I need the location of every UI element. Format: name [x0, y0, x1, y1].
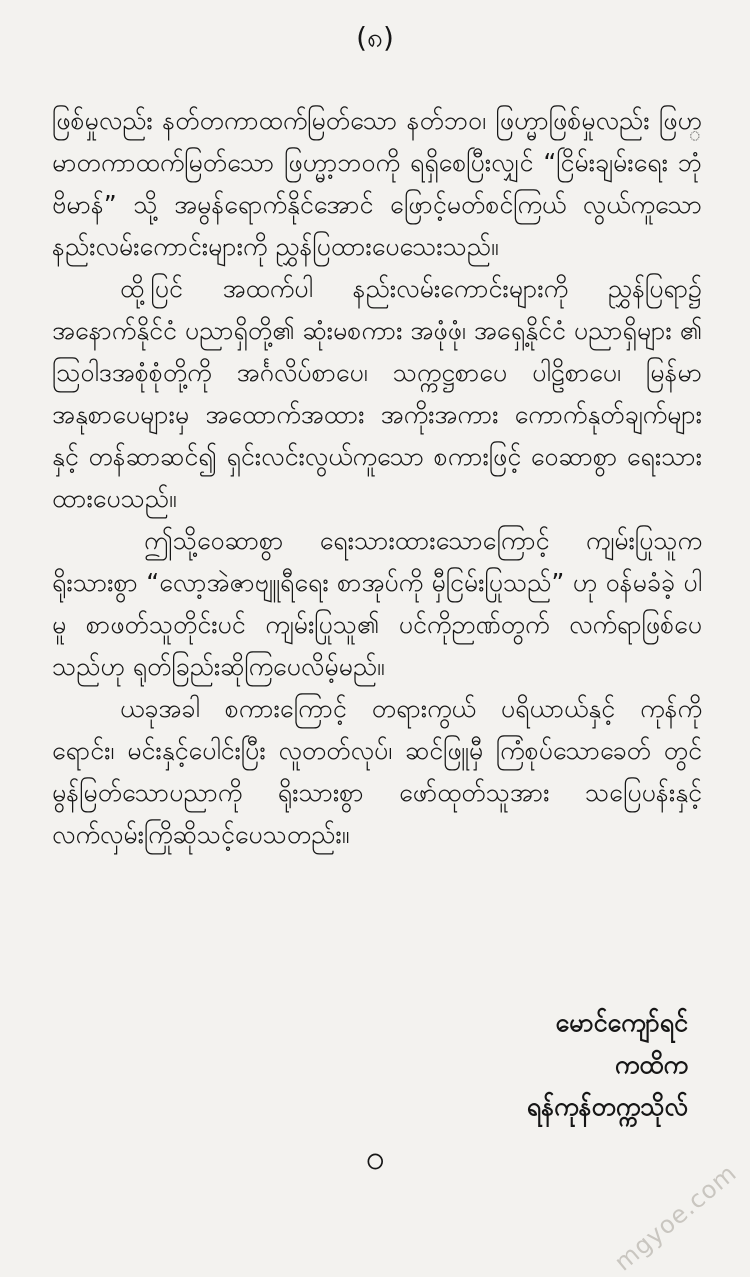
- paragraph-3: ဤသို့ဝေဆာစွာ ရေးသားထားသောကြောင့် ကျမ်းပြုသူက ရိုးသားစွာ “လော့အဲဇာဗျူရီရေး စာအုပ်ကို မှီငြမ်းပြုသည်” ဟု ဝန်မခံခဲ့ ပါမူ စာဖတ်သူတိုင်းပင် ကျမ်းပြုသူ၏ ပင်ကိုဉာဏ်တွက် လက်ရာဖြစ်ပေ သည်ဟု ရုတ်ခြည်းဆိုကြပေလိမ့်မည်။: [52, 526, 702, 681]
- signature-block: [527, 1002, 688, 1128]
- paragraph-4: ယခုအခါ စကားကြောင့် တရားကွယ် ပရိယာယ်နှင့် ကုန်ကို ရောင်း၊ မင်းနှင့်ပေါင်းပြီး လူတတ်လုပ်၊ ဆင်ဖြူမှီ ကြံစုပ်သောခေတ် တွင် မွန်မြတ်သောပညာကို ရိုးသားစွာ ဖော်ထုတ်သူအား သပြေပန်းနှင့် လက်လှမ်းကြိုဆိုသင့်ပေသတည်း။: [52, 694, 702, 849]
- page-number: (၈): [356, 21, 394, 54]
- signature-title: ကထိက: [614, 1050, 688, 1079]
- signature-institution: ရန်ကုန်တက္ကသိုလ်: [526, 1092, 688, 1121]
- folio-number: ၀: [365, 1138, 385, 1178]
- body-text: [52, 100, 702, 856]
- paragraph-1: ဖြစ်မှုလည်း နတ်တကာထက်မြတ်သော နတ်ဘ၀၊ ဖြဟ္မာဖြစ်မှုလည်း ဖြဟ္မာတကာထက်မြတ်သော ဖြဟ္မာ့ဘ၀ကို ရရှိစေပြီးလျှင် “ငြိမ်းချမ်းရေး ဘုံဗိမာန်” သို့ အမွန်ရောက်နိုင်အောင် ဖြောင့်မတ်စင်ကြယ် လွယ်ကူသော နည်းလမ်းကောင်းများကို ညွှန်ပြထားပေသေးသည်။: [52, 106, 702, 261]
- paragraph-2: ထို့ပြင် အထက်ပါ နည်းလမ်းကောင်းများကို ညွှန်ပြရာ၌ အနောက်နိုင်ငံ ပညာရှိတို့၏ ဆုံးမစကား အဖုံဖုံ၊ အရှေ့နိုင်ငံ ပညာရှိများ ၏ သြဝါဒအစုံစုံတို့ကို အင်္ဂလိပ်စာပေ၊ သက္ကဋ္ဌစာပေ ပါဠိစာပေ၊ မြန်မာ အနုစာပေများမှ အထောက်အထား အကိုးအကား ကောက်နုတ်ချက်များ နှင့် တန်ဆာဆင်၍ ရှင်းလင်းလွယ်ကူသော စကားဖြင့် ဝေဆာစွာ ရေးသား ထားပေသည်။: [52, 274, 702, 513]
- signature-author-name: မောင်ကျော်ရင်: [555, 1008, 688, 1037]
- watermark: mgyoe.com: [608, 1158, 742, 1277]
